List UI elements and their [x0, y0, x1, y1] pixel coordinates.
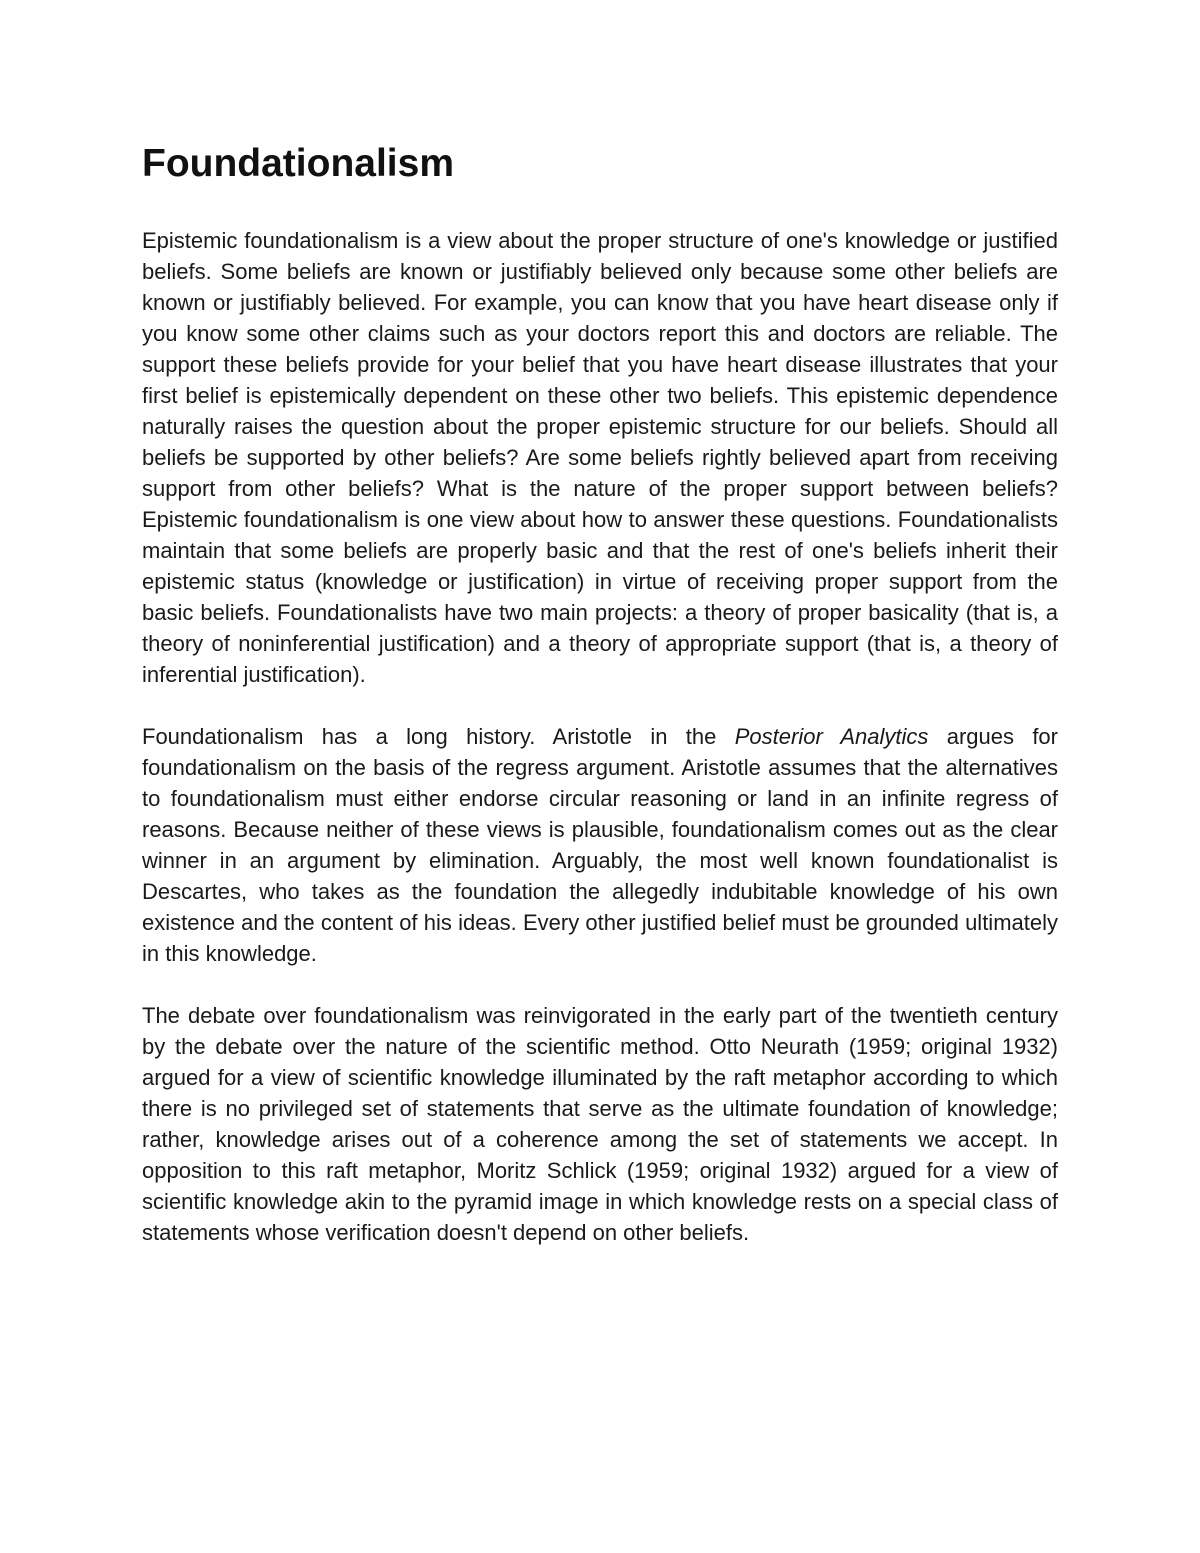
- paragraph-2: [142, 721, 1058, 969]
- paragraph-2-text-before: Foundationalism has a long history. Aristotle in the: [142, 724, 735, 749]
- paragraph-1: Epistemic foundationalism is a view about the proper structure of one's knowledge or justified beliefs. Some beliefs are known or justifiably believed only because some other beliefs are known or justifiably believed. For example, you can know that you have heart disease only if you know some other claims such as your doctors report this and doctors are reliable. The support these beliefs provide for your belief that you have heart disease illustrates that your first belief is epistemically dependent on these other two beliefs. This epistemic dependence naturally raises the question about the proper epistemic structure for our beliefs. Should all beliefs be supported by other beliefs? Are some beliefs rightly believed apart from receiving support from other beliefs? What is the nature of the proper support between beliefs? Epistemic foundationalism is one view about how to answer these questions. Foundationalists maintain that some beliefs are properly basic and that the rest of one's beliefs inherit their epistemic status (knowledge or justification) in virtue of receiving proper support from the basic beliefs. Foundationalists have two main projects: a theory of proper basicality (that is, a theory of noninferential justification) and a theory of appropriate support (that is, a theory of inferential justification).: [142, 228, 1058, 687]
- document-page: [142, 136, 1058, 1279]
- page-title: Foundationalism: [142, 142, 454, 185]
- paragraph-2-italic-title: Posterior Analytics: [734, 724, 929, 749]
- paragraph-3: The debate over foundationalism was reinvigorated in the early part of the twentieth century by the debate over the nature of the scientific method. Otto Neurath (1959; original 1932) argued for a view of scientific knowledge illuminated by the raft metaphor according to which there is no privileged set of statements that serve as the ultimate foundation of knowledge; rather, knowledge arises out of a coherence among the set of statements we accept. In opposition to this raft metaphor, Moritz Schlick (1959; original 1932) argued for a view of scientific knowledge akin to the pyramid image in which knowledge rests on a special class of statements whose verification doesn't depend on other beliefs.: [142, 1003, 1058, 1245]
- paragraph-2-text-after: argues for foundationalism on the basis of the regress argument. Aristotle assumes that the alternatives to foundationalism must either endorse circular reasoning or land in an infinite regress of reasons. Because neither of these views is plausible, foundationalism comes out as the clear winner in an argument by elimination. Arguably, the most well known foundationalist is Descartes, who takes as the foundation the allegedly indubitable knowledge of his own existence and the content of his ideas. Every other justified belief must be grounded ultimately in this knowledge.: [142, 724, 1058, 966]
